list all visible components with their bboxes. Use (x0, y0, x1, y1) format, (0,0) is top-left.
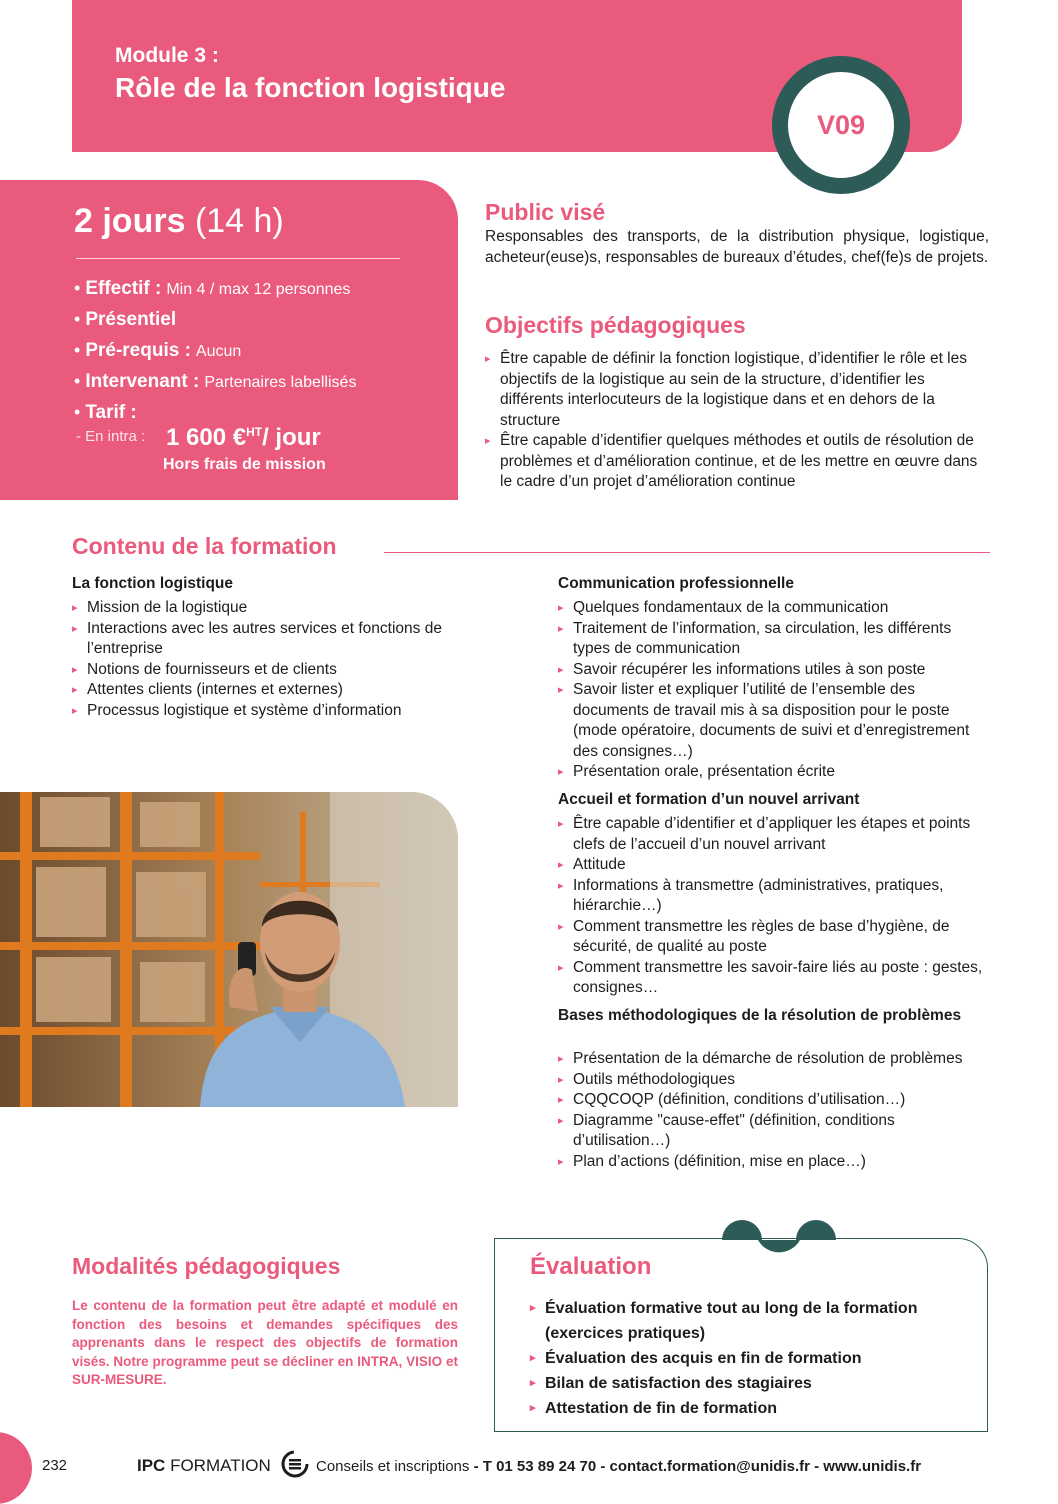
arrow-right-icon: ▸ (558, 920, 564, 933)
list-item: ▸ Comment transmettre les règles de base d’hygiène, de sécurité, de qualité au poste (558, 917, 950, 955)
prerequis-row: • Pré-requis : Aucun (74, 340, 242, 361)
list-item: ▸ Informations à transmettre (administratives, pratiques, hiérarchie…) (558, 876, 944, 914)
section-title: Bases méthodologiques de la résolution de problèmes (558, 1007, 962, 1024)
course-code-badge (772, 56, 910, 194)
public-text: Responsables des transports, de la distribution physique, logistique, acheteur(euse)s, responsables de bureaux d’études, chef(fe)s de projets. (485, 228, 989, 266)
objectif-item: ▸ Être capable d’identifier quelques méthodes et outils de résolution de problèmes et d’amélioration continue, et de les mettre en œuvre dans le cadre d’un projet d’amélioration continue (485, 432, 978, 490)
arrow-right-icon: ▸ (558, 1073, 564, 1086)
arrow-right-icon: ▸ (558, 684, 564, 696)
warehouse-photo (0, 792, 458, 1107)
arrow-right-icon: ▸ (485, 353, 491, 365)
effectif-row: • Effectif : Min 4 / max 12 personnes (74, 278, 351, 299)
arrow-right-icon: ▸ (72, 663, 78, 676)
communication-list (558, 598, 990, 783)
arrow-right-icon: ▸ (558, 1094, 564, 1106)
section-title: La fonction logistique (72, 575, 234, 592)
contenu-heading: Contenu de la formation (72, 533, 337, 559)
list-item: ▸ Diagramme "cause-effet" (définition, conditions d’utilisation…) (558, 1111, 895, 1149)
course-code: V09 (816, 109, 866, 140)
public-heading: Public visé (485, 199, 606, 225)
arrow-right-icon: ▸ (530, 1352, 536, 1364)
intervenant-row: • Intervenant : Partenaires labellisés (74, 371, 357, 392)
footer-contact-details: - T 01 53 89 24 70 - contact.formation@unidis.fr - www.unidis.fr (469, 1458, 922, 1475)
list-item: ▸ Traitement de l’information, sa circulation, les différents types de communication (558, 619, 952, 657)
arrow-right-icon: ▸ (72, 622, 78, 635)
ipc-logo-icon (280, 1449, 310, 1479)
tarif-label: Tarif : (85, 402, 137, 423)
module-title: Rôle de la fonction logistique (115, 72, 506, 103)
arrow-right-icon: ▸ (530, 1402, 536, 1414)
module-label: Module 3 : (115, 44, 219, 67)
fonction-logistique-list (72, 598, 502, 721)
brand-name: IPC FORMATION (137, 1456, 271, 1475)
page-number: 232 (42, 1457, 68, 1474)
effectif-label: Effectif : (85, 278, 162, 299)
arrow-right-icon: ▸ (558, 1053, 564, 1065)
objectif-item: ▸ Être capable de définir la fonction logistique, d’identifier le rôle et les objectifs de la logistique au sein de la structure, d’identifier les différents interlocuteurs de la logistique dans et en dehors de la structure (485, 350, 967, 429)
duration-hours: (14 h) (194, 202, 284, 240)
footer-contact (316, 1458, 921, 1475)
evaluation-list (530, 1296, 970, 1421)
course-info-box (0, 180, 458, 500)
prerequis-label: Pré-requis : (85, 340, 191, 361)
tarif-row: • Tarif : (74, 402, 137, 423)
effectif-value: Min 4 / max 12 personnes (166, 281, 351, 298)
objectifs-list (485, 349, 990, 493)
intra-price-value: 1 600 € (166, 424, 247, 451)
list-item: ▸ Bilan de satisfaction des stagiaires (530, 1371, 970, 1396)
list-item: ▸ Mission de la logistique (72, 598, 502, 619)
list-item: ▸ CQQCOQP (définition, conditions d’utilisation…) (558, 1090, 990, 1111)
presentiel-row: • Présentiel (74, 309, 177, 330)
arrow-right-icon: ▸ (530, 1377, 536, 1389)
hors-frais: Hors frais de mission (163, 456, 326, 473)
list-item: ▸ Processus logistique et système d’information (72, 701, 502, 722)
arrow-right-icon: ▸ (558, 859, 564, 871)
methodologie-list (558, 1049, 990, 1172)
list-item: ▸ Plan d’actions (définition, mise en place…) (558, 1152, 990, 1173)
prerequis-value: Aucun (195, 343, 242, 360)
arrow-right-icon: ▸ (558, 622, 564, 635)
list-item: ▸ Présentation de la démarche de résolution de problèmes (558, 1049, 990, 1070)
arrow-right-icon: ▸ (558, 961, 564, 974)
arrow-right-icon: ▸ (530, 1302, 536, 1314)
list-item: ▸ Savoir lister et expliquer l’utilité de l’ensemble des documents de travail mis à sa disposition pour le poste (mode opératoire, documents de suivi et d’enregistrement des consignes…) (558, 681, 970, 760)
list-item: ▸ Outils méthodologiques (558, 1070, 990, 1091)
intra-label: - En intra : (76, 428, 146, 445)
objectifs-heading: Objectifs pédagogiques (485, 312, 746, 338)
list-item: ▸ Présentation orale, présentation écrite (558, 762, 990, 783)
contenu-divider (384, 552, 990, 553)
duration-days: 2 jours (74, 202, 186, 240)
intervenant-value: Partenaires labellisés (204, 374, 357, 391)
arrow-right-icon: ▸ (558, 879, 564, 892)
section-title: Accueil et formation d’un nouvel arrivant (558, 791, 860, 808)
list-item: ▸ Comment transmettre les savoir-faire liés au poste : gestes, consignes… (558, 958, 983, 996)
footer-conseils: Conseils et inscriptions (316, 1458, 470, 1475)
duration (74, 202, 284, 241)
arrow-right-icon: ▸ (558, 818, 564, 830)
list-item: ▸ Attentes clients (internes et externes) (72, 680, 502, 701)
list-item: ▸ Attestation de fin de formation (530, 1396, 970, 1421)
arrow-right-icon: ▸ (558, 1155, 564, 1168)
intervenant-label: Intervenant : (85, 371, 200, 392)
arrow-right-icon: ▸ (72, 684, 78, 696)
list-item: ▸ Évaluation formative tout au long de la formation (exercices pratiques) (530, 1296, 970, 1346)
intra-price-ht: HT (246, 425, 263, 439)
list-item: ▸ Notions de fournisseurs et de clients (72, 660, 502, 681)
intra-price (166, 424, 321, 452)
list-item: ▸ Attitude (558, 855, 990, 876)
section-title: Communication professionnelle (558, 575, 794, 592)
duration-divider (76, 258, 400, 259)
modalites-heading: Modalités pédagogiques (72, 1253, 341, 1279)
arrow-right-icon: ▸ (558, 602, 564, 614)
warehouse-illustration (0, 792, 458, 1107)
arrow-right-icon: ▸ (558, 663, 564, 676)
arrow-right-icon: ▸ (485, 435, 491, 447)
arrow-right-icon: ▸ (72, 602, 78, 614)
presentiel-label: Présentiel (85, 309, 177, 330)
page-corner-circle (0, 1432, 32, 1504)
arrow-right-icon: ▸ (558, 766, 564, 778)
accueil-list (558, 814, 990, 999)
list-item: ▸ Quelques fondamentaux de la communication (558, 598, 990, 619)
arrow-right-icon: ▸ (558, 1114, 564, 1127)
modalites-text: Le contenu de la formation peut être adapté et modulé en fonction des besoins et demandes spécifiques des apprenants dans le respect des objectifs de formation visés. Notre programme peut se décliner en INTRA, VISIO et SUR-MESURE. (72, 1298, 458, 1387)
list-item: ▸ Interactions avec les autres services et fonctions de l’entreprise (72, 619, 442, 657)
list-item: ▸ Évaluation des acquis en fin de formation (530, 1346, 970, 1371)
intra-price-unit: / jour (262, 424, 321, 451)
list-item: ▸ Être capable d’identifier et d’appliquer les étapes et points clefs de l’accueil d’un nouvel arrivant (558, 815, 971, 853)
arrow-right-icon: ▸ (72, 704, 78, 717)
evaluation-heading: Évaluation (530, 1253, 652, 1280)
list-item: ▸ Savoir récupérer les informations utiles à son poste (558, 660, 990, 681)
